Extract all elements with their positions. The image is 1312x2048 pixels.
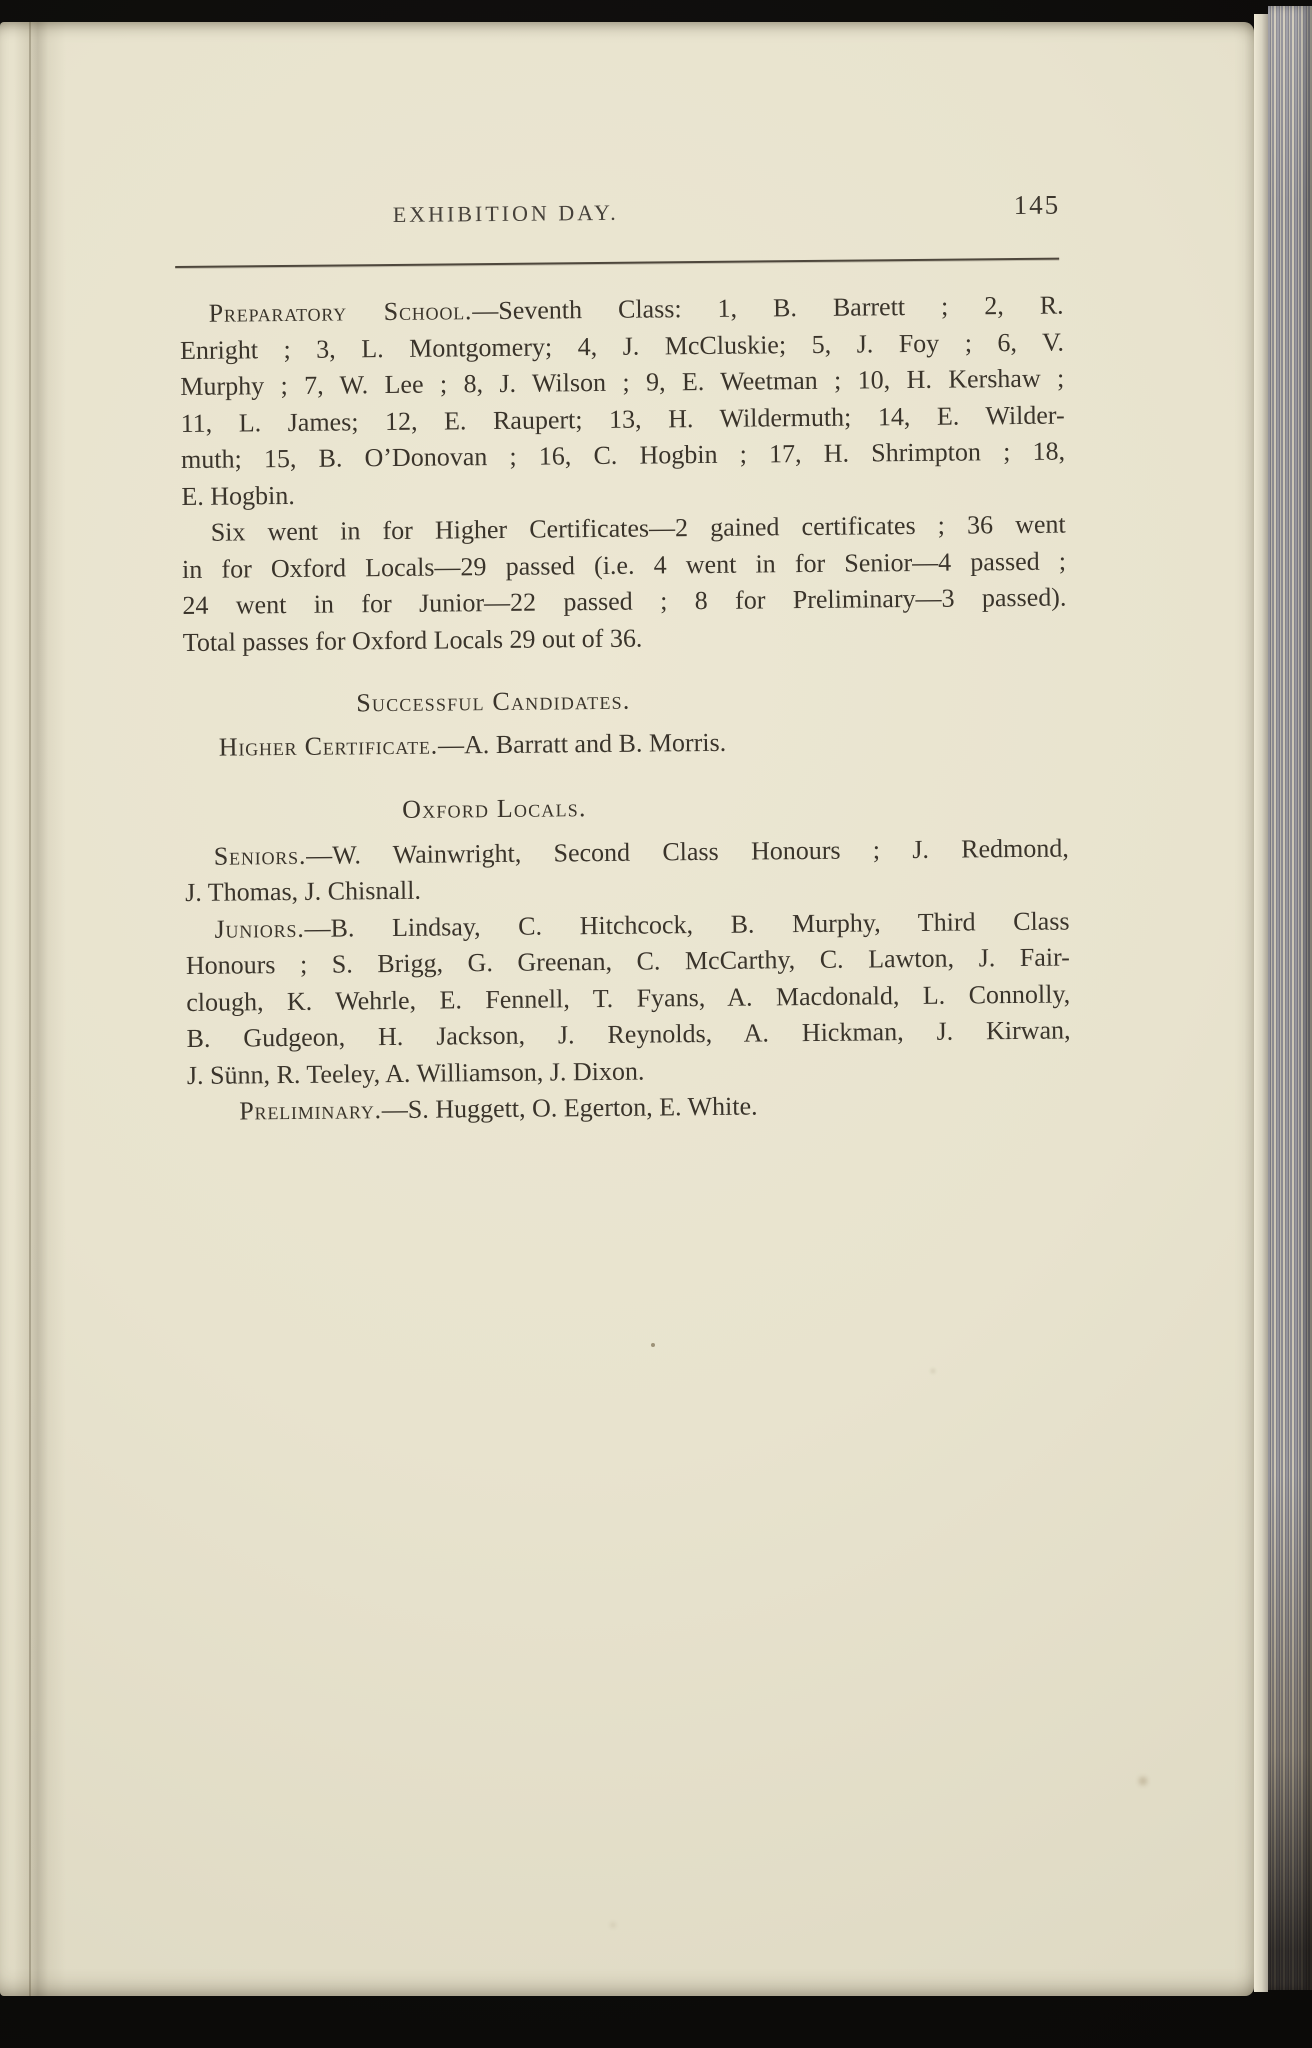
oxford-locals-heading: Oxford Locals.	[402, 793, 587, 824]
text-line: B. Gudgeon, H. Jackson, J. Reynolds, A. Hickman, J. Kirwan,	[186, 1015, 1071, 1053]
text-line: Honours ; S. Brigg, G. Greenan, C. McCarthy, C. Lawton, J. Fair-	[185, 942, 1070, 980]
page-fore-edge	[1254, 14, 1268, 1992]
text-line: 24 went in for Junior—22 passed ; 8 for Preliminary—3 passed).	[182, 582, 1067, 621]
text-line: Murphy ; 7, W. Lee ; 8, J. Wilson ; 9, E. Weetman ; 10, H. Kershaw ;	[180, 363, 1065, 402]
small-caps-lead: Higher Certificate.	[218, 730, 439, 762]
running-head-title: EXHIBITION DAY.	[392, 199, 619, 227]
small-caps-lead: Preliminary.	[239, 1095, 382, 1126]
text-block	[179, 288, 1071, 1131]
text-line: clough, K. Wehrle, E. Fennell, T. Fyans, A. Macdonald, L. Connolly,	[186, 979, 1071, 1017]
seniors-paragraph	[185, 830, 1070, 911]
text-line: Higher Certificate.—A. Barratt and B. Morris.	[218, 727, 727, 762]
successful-candidates-heading: Successful Candidates.	[356, 685, 631, 718]
page-content	[0, 16, 1267, 2002]
text-line: E. Hogbin.	[181, 480, 295, 511]
small-caps-lead: Juniors.	[214, 913, 305, 944]
text-line: Enright ; 3, L. Montgomery; 4, J. McCluskie; 5, J. Foy ; 6, V.	[179, 327, 1065, 365]
higher-certificate-line	[184, 721, 1068, 766]
preparatory-paragraph	[179, 288, 1065, 515]
text-line: J. Sünn, R. Teeley, A. Williamson, J. Dixon.	[186, 1056, 645, 1090]
head-rule	[175, 258, 1059, 268]
summary-paragraph	[182, 507, 1067, 661]
preliminary-line	[187, 1085, 1071, 1130]
text-line: Juniors.—B. Lindsay, C. Hitchcock, B. Murphy, Third Class	[214, 906, 1070, 944]
text-line: Seniors.—W. Wainwright, Second Class Honours ; J. Redmond,	[213, 833, 1069, 871]
text-line: muth; 15, B. O’Donovan ; 16, C. Hogbin ; 17, H. Shrimpton ; 18,	[180, 436, 1066, 475]
small-caps-lead: Seniors.	[213, 840, 307, 871]
book-page	[0, 22, 1254, 1996]
text-line: in for Oxford Locals—29 passed (i.e. 4 went in for Senior—4 passed ;	[181, 546, 1067, 584]
text-line: Preliminary.—S. Huggett, O. Egerton, E. White.	[239, 1091, 758, 1126]
text-line: Six went in for Higher Certificates—2 gained certificates ; 36 went	[210, 509, 1066, 547]
small-caps-lead: Preparatory School.	[208, 296, 473, 328]
text-line: Total passes for Oxford Locals 29 out of 36.	[182, 623, 643, 657]
juniors-paragraph	[185, 903, 1071, 1094]
text-line: Preparatory School.—Seventh Class: 1, B. Barrett ; 2, R.	[208, 290, 1064, 328]
text-line: 11, L. James; 12, E. Raupert; 13, H. Wildermuth; 14, E. Wilder-	[180, 400, 1065, 438]
stacked-page-edges	[1268, 6, 1312, 1990]
paper-specks	[0, 22, 2, 24]
page-number: 145	[1013, 189, 1061, 221]
text-line: J. Thomas, J. Chisnall.	[185, 875, 422, 907]
